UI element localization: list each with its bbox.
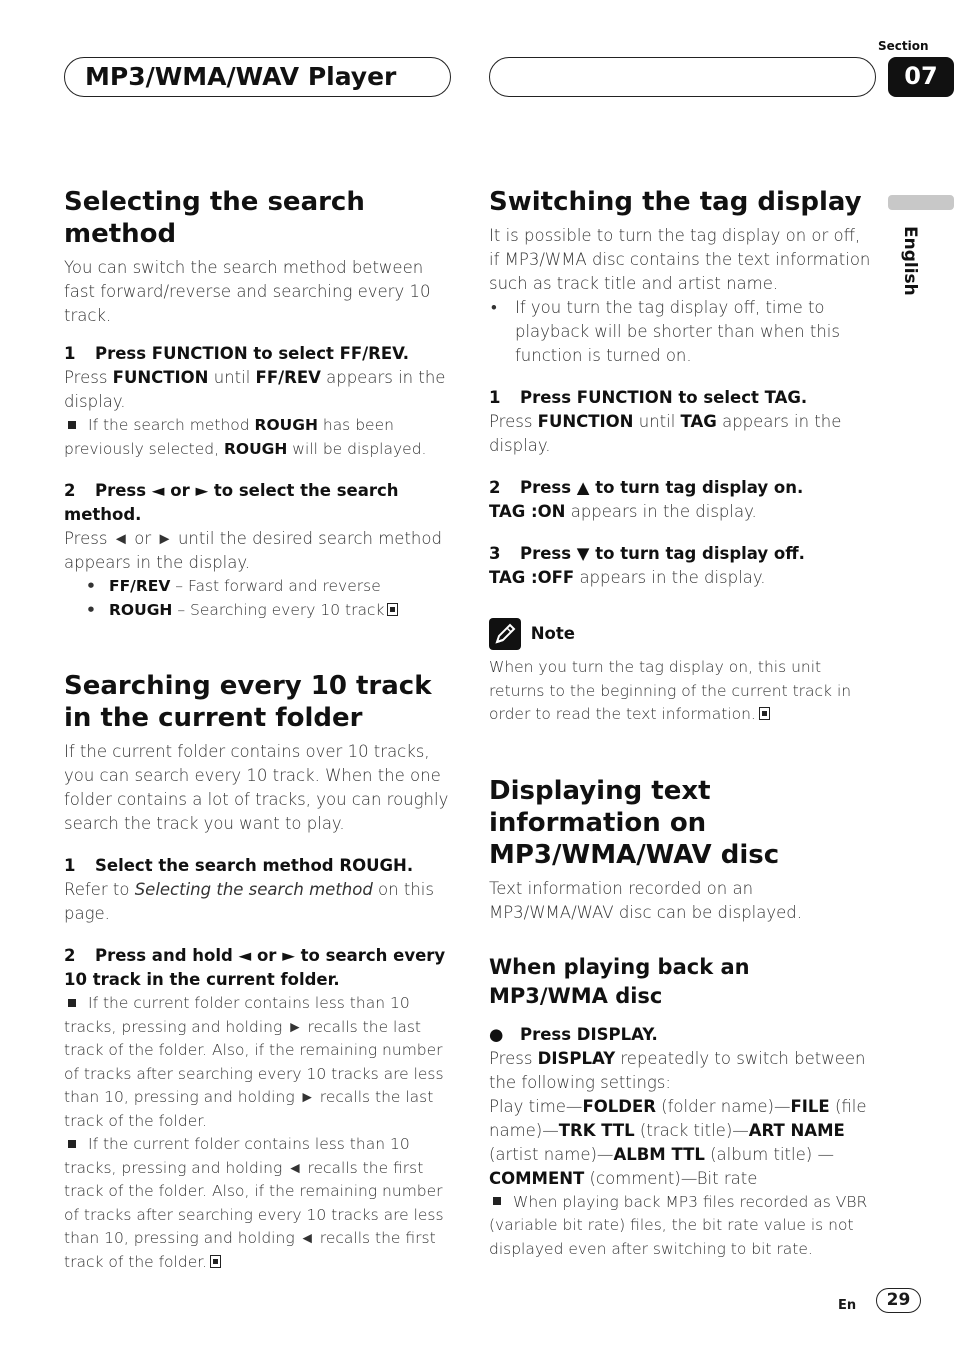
end-mark-icon [210, 1255, 221, 1268]
note-text: When you turn the tag display on, this unit returns to the beginning of the current track in order to read the text information. [489, 658, 852, 723]
tag-step-2-title: 2 Press ▲ to turn tag display on. [489, 478, 804, 497]
search-10-step-2-note-1: If the current folder contains less than 10 tracks, pressing and holding ► recalls the last track of the folder. Also, if the remaining number of tracks after searching every 10 tracks are less than 10, pressing and holding ► recalls the last track of the folder. [64, 994, 444, 1130]
section-number-badge: 07 [888, 57, 954, 97]
bullet-rough: • ROUGH – Searching every 10 track [64, 599, 450, 623]
heading-selecting-search-method: Selecting the search method [64, 187, 365, 249]
tag-step-2-body: TAG :ON appears in the display. [489, 502, 757, 521]
cross-reference-link: Selecting the search method [134, 880, 373, 899]
page-header-title: MP3/WMA/WAV Player [85, 62, 397, 91]
display-sequence: Play time—FOLDER (folder name)—FILE (file name)—TRK TTL (track title)—ART NAME (artist name)—ALBM TTL (album title) —COMMENT (comment)—Bit rate [489, 1096, 867, 1188]
language-tab [888, 195, 954, 210]
search-10-step-1-body: Refer to Selecting the search method on this page. [64, 880, 434, 923]
left-column [64, 186, 450, 1274]
search-method-step-1-body: Press FUNCTION until FF/REV appears in the display. [64, 368, 446, 411]
footer-lang: En [838, 1298, 857, 1313]
display-step-body: Press DISPLAY repeatedly to switch between the following settings: [489, 1048, 866, 1092]
search-method-intro: You can switch the search method between fast forward/reverse and searching every 10 track. [64, 258, 431, 325]
page-number: 29 [876, 1288, 921, 1313]
heading-searching-every-10-track: Searching every 10 track in the current folder [64, 671, 432, 733]
section-label: Section [878, 39, 929, 53]
end-mark-icon [387, 603, 398, 616]
tag-display-bullet: • If you turn the tag display off, time to playback will be shorter than when this function is turned on. [491, 298, 840, 365]
header-blank-frame [489, 57, 876, 97]
search-10-step-1-title: 1 Select the search method ROUGH. [64, 856, 414, 875]
search-method-step-2-title: 2 Press ◄ or ► to select the search method. [64, 481, 399, 524]
right-column [489, 186, 875, 1261]
heading-displaying-text-info: Displaying text information on MP3/WMA/WAV disc [489, 775, 780, 870]
tag-step-3-title: 3 Press ▼ to turn tag display off. [489, 544, 805, 563]
tag-step-3-body: TAG :OFF appears in the display. [489, 568, 766, 587]
heading-switching-tag-display: Switching the tag display [489, 187, 862, 217]
pencil-icon [489, 618, 521, 650]
text-info-intro: Text information recorded on an MP3/WMA/WAV disc can be displayed. [489, 878, 803, 922]
search-method-step-2-body: Press ◄ or ► until the desired search method appears in the display. [64, 529, 442, 572]
tag-step-1-title: 1 Press FUNCTION to select TAG. [489, 388, 808, 407]
note-header [489, 618, 875, 650]
end-mark-icon [759, 707, 770, 720]
display-step-title: ● Press DISPLAY. [489, 1024, 658, 1044]
language-label: English [900, 226, 920, 296]
subheading-mp3-wma: When playing back an MP3/WMA disc [489, 954, 750, 1008]
tag-display-intro: It is possible to turn the tag display on or off, if MP3/WMA disc contains the text information such as track title and artist name. [489, 226, 871, 293]
search-10-intro: If the current folder contains over 10 tracks, you can search every 10 track. When the one folder contains a lot of tracks, you can roughly search the track you want to play. [64, 742, 449, 833]
note-label: Note [530, 623, 575, 643]
header-title-frame [64, 57, 451, 97]
search-10-step-2-note-2: If the current folder contains less than 10 tracks, pressing and holding ◄ recalls the first track of the folder. Also, if the remaining number of tracks after searching every 10 tracks are less than 10, pressing and holding ◄ recalls the first track of the folder. [64, 1135, 444, 1271]
search-10-step-2-title: 2 Press and hold ◄ or ► to search every 10 track in the current folder. [64, 946, 446, 989]
search-method-step-1-note: If the search method ROUGH has been previously selected, ROUGH will be displayed. [64, 416, 427, 458]
bullet-ffrev: • FF/REV – Fast forward and reverse [86, 577, 381, 595]
tag-step-1-body: Press FUNCTION until TAG appears in the display. [489, 412, 842, 455]
vbr-note: When playing back MP3 files recorded as VBR (variable bit rate) files, the bit rate value is not displayed even after switching to bit rate. [489, 1192, 868, 1258]
search-method-step-1-title: 1 Press FUNCTION to select FF/REV. [64, 344, 410, 363]
